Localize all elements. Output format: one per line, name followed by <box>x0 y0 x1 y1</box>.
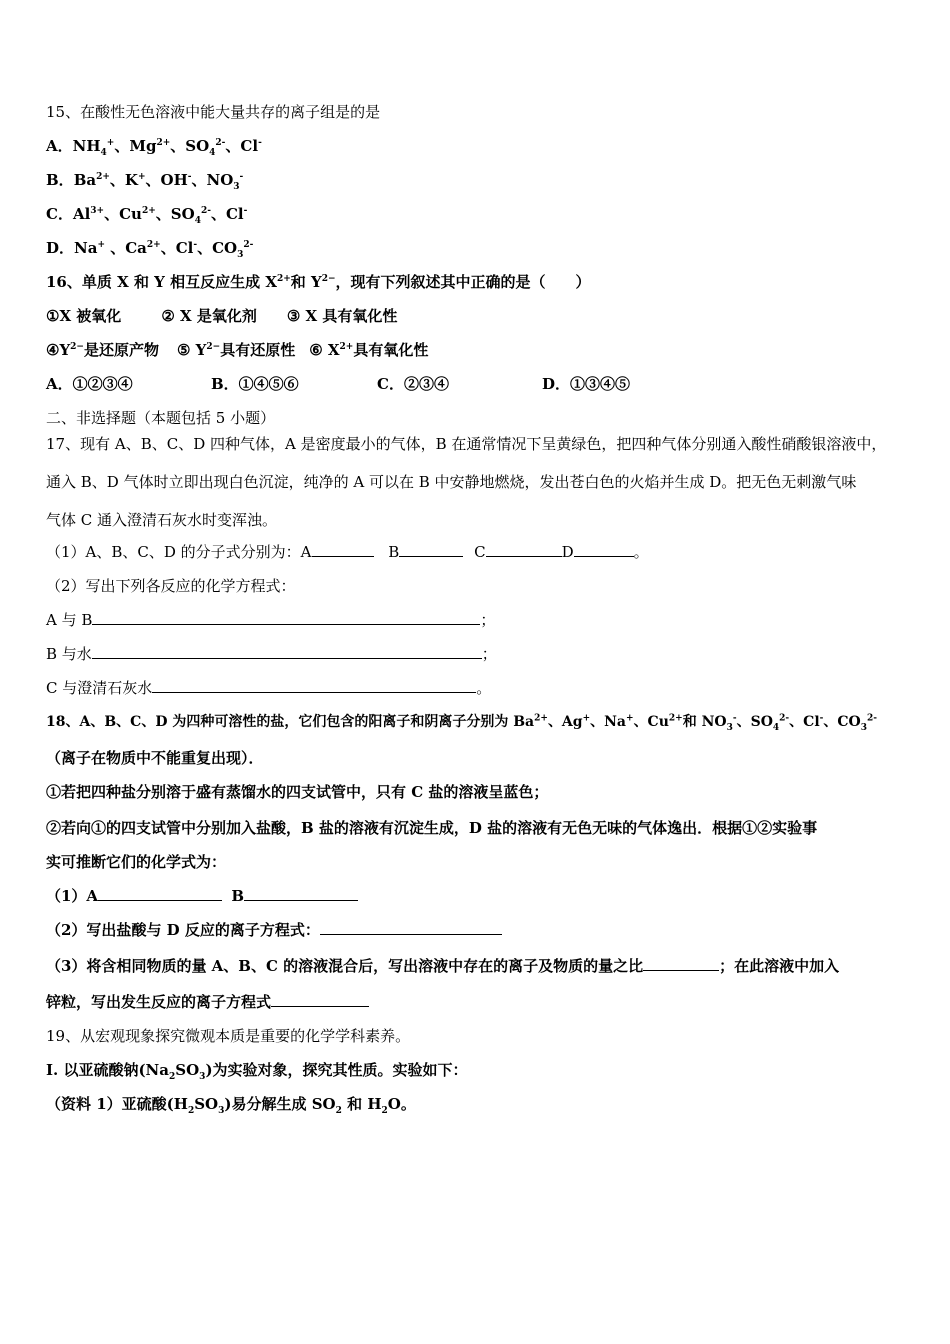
q19-part-i: I. 以亚硫酸钠$(Na_2SO_3)$为实验对象，探究其性质。实验如下： <box>46 1061 468 1082</box>
q18-paragraph-3: ①若把四种盐分别溶于盛有蒸馏水的四支试管中，只有 C 盐的溶液呈蓝色； <box>46 783 549 801</box>
q18-paragraph-4: ②若向①的四支试管中分别加入盐酸，B 盐的溶液有沉淀生成，D 盐的溶液有无色无味的气体逸出．根据①②实验事 <box>46 819 818 837</box>
blank-salt-b[interactable] <box>244 886 358 901</box>
q16-choice-c: C．②③④ <box>377 375 449 393</box>
q17-sub1: （1）A、B、C、D 的分子式分别为：A B C D 。 <box>46 543 649 561</box>
q19-material-1: （资料 1）亚硫酸$(H_2SO_3)$易分解生成 $SO_2$ 和 $H_2O$。 <box>46 1095 416 1116</box>
q17-paragraph-3: 气体 C 通入澄清石灰水时变浑浊。 <box>46 511 278 529</box>
q16-choice-b: B．①④⑤⑥ <box>211 375 299 393</box>
q17-paragraph-1: 17、现有 A、B、C、D 四种气体，A 是密度最小的气体，B 在通常情况下呈黄绿色，把四种气体分别通入酸性硝酸银溶液中， <box>46 435 887 453</box>
q17-eq-c-limewater: C 与澄清石灰水 。 <box>46 679 492 697</box>
q18-sub3-continued: 锌粒，写出发生反应的离子方程式 <box>46 992 369 1012</box>
answer-line-b-water[interactable] <box>92 644 482 659</box>
answer-line-zinc[interactable] <box>271 992 369 1007</box>
q16-statements-1: ①X 被氧化 ② X 是氧化剂 ③ X 具有氧化性 <box>46 307 398 325</box>
blank-c[interactable] <box>486 542 562 557</box>
q18-sub3: （3）将含相同物质的量 A、B、C 的溶液混合后，写出溶液中存在的离子及物质的量之比 ；在此溶液中加入 <box>46 957 840 975</box>
q18-sub2: （2）写出盐酸与 D 反应的离子方程式： <box>46 920 502 940</box>
q17-eq-b-water: B 与水 ； <box>46 645 497 663</box>
section-heading: 二、非选择题（本题包括 5 小题） <box>46 409 276 427</box>
q18-sub1: （1）A B <box>46 886 358 906</box>
q16-choice-a: A．①②③④ <box>46 375 133 393</box>
q15-option-d: D．Na+ 、$Ca^{2+}$、Cl-、$CO_3^{2-}$ <box>46 239 254 260</box>
blank-b[interactable] <box>399 542 463 557</box>
blank-salt-a[interactable] <box>98 886 222 901</box>
q17-eq-ab: A 与 B ； <box>46 611 496 629</box>
answer-line-ratio[interactable] <box>643 956 719 971</box>
q17-paragraph-2: 通入 B、D 气体时立即出现白色沉淀，纯净的 A 可以在 B 中安静地燃烧，发出苍白色的火焰并生成 D。把无色无刺激气味 <box>46 473 857 491</box>
blank-a[interactable] <box>312 542 374 557</box>
answer-line-ionic-eq[interactable] <box>320 920 502 935</box>
q17-sub2: （2）写出下列各反应的化学方程式： <box>46 577 296 595</box>
q16-stem: 16、单质 X 和 Y 相互反应生成 $X^{2+}$和 $Y^{2-}$，现有下列叙述其中正确的是（ ） <box>46 273 591 291</box>
blank-d[interactable] <box>574 542 634 557</box>
answer-line-ab[interactable] <box>92 610 480 625</box>
q16-choice-d: D．①③④⑤ <box>542 375 631 393</box>
q15-option-b: B．$Ba^{2+}$、K+、OH-、$NO_3^-$ <box>46 171 244 192</box>
q16-statements-2: $④Y^{2-}$是还原产物 ⑤ $Y^{2-}$具有还原性 ⑥ $X^{2+}$具有氧化性 <box>46 341 429 359</box>
q18-paragraph-2: （离子在物质中不能重复出现）． <box>46 749 264 767</box>
q18-paragraph-1: 18、A、B、C、D 为四种可溶性的盐，它们包含的阳离子和阴离子分别为 $Ba^{2+}$、Ag+、Na+、$Cu^{2+}$和 $NO_3^-$、$SO_4^{2-}$、Cl-、$CO_3^{2-}$ <box>46 713 877 733</box>
q18-paragraph-5: 实可推断它们的化学式为： <box>46 853 227 871</box>
q15-option-c: C．$Al^{3+}$、$Cu^{2+}$、$SO_4^{2-}$、Cl- <box>46 205 248 226</box>
q15-option-a: A．$NH_4^+$、$Mg^{2+}$、$SO_4^{2-}$、Cl- <box>46 137 262 158</box>
answer-line-c-limewater[interactable] <box>152 678 476 693</box>
q19-stem: 19、从宏观现象探究微观本质是重要的化学学科素养。 <box>46 1027 411 1045</box>
q15-stem: 15、在酸性无色溶液中能大量共存的离子组是的是 <box>46 103 381 121</box>
